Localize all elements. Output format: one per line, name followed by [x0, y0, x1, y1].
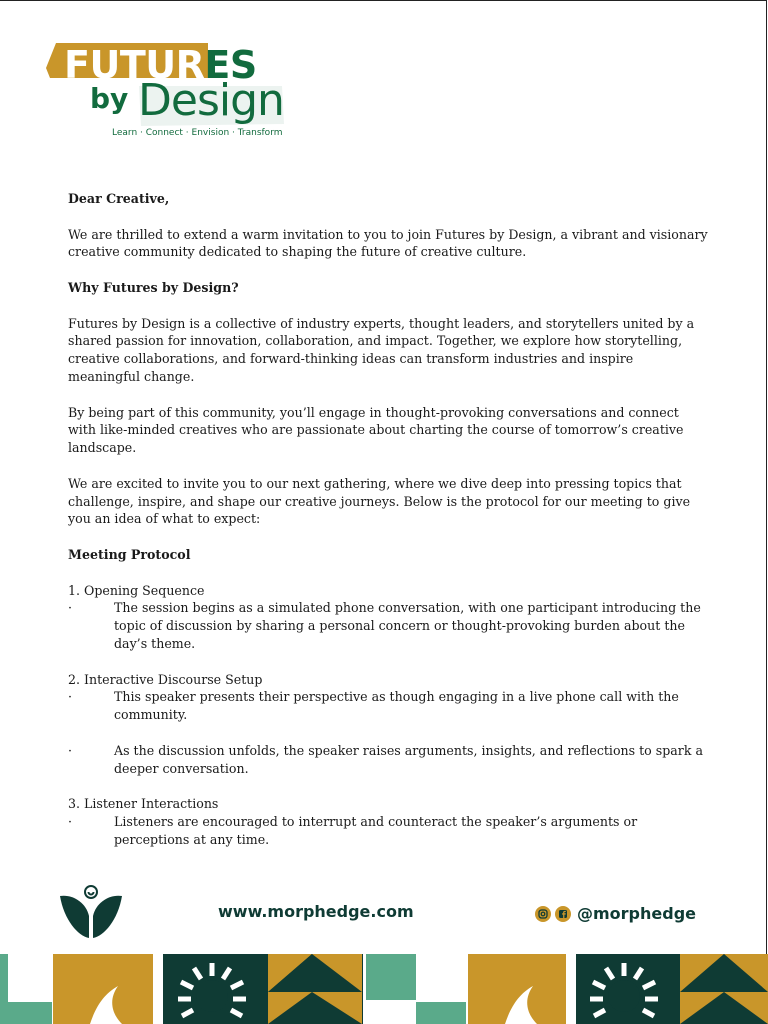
logo-tagline: Learn · Connect · Envision · Transform [112, 128, 283, 138]
logo-futures: FUTURES [64, 43, 257, 87]
community-paragraph: By being part of this community, you’ll engage in thought-provoking conversations and connect with like-minded creatives who are passionate about charting the course of tomorrow’s creative landscape. [68, 404, 684, 456]
bullet-marker: · [68, 689, 73, 705]
section-title: 3. Listener Interactions [68, 796, 219, 812]
intro-paragraph: We are thrilled to extend a warm invitation to you to join Futures by Design, a vibrant and visionary creative community dedicated to shaping the future of creative culture. [68, 226, 708, 260]
bullet-text: The session begins as a simulated phone conversation, with one participant introducing the topic of discussion by sharing a personal concern or thought-provoking burden about the day’s theme. [114, 600, 701, 651]
futures-by-design-logo [44, 40, 294, 140]
bullet-text: This speaker presents their perspective as though engaging in a live phone call with the community. [114, 689, 679, 723]
protocol-heading: Meeting Protocol [68, 546, 191, 562]
logo-design: Design [138, 75, 284, 126]
butterfly-logo-icon [58, 880, 124, 942]
list-item [68, 688, 708, 724]
list-item [68, 742, 708, 778]
section-title: 1. Opening Sequence [68, 582, 205, 598]
protocol-section-2 [68, 671, 708, 778]
footer-website[interactable]: www.morphedge.com [218, 902, 414, 921]
why-heading: Why Futures by Design? [68, 279, 239, 295]
bullet-text: As the discussion unfolds, the speaker raises arguments, insights, and reflections to spark a deeper conversation. [114, 742, 703, 776]
bullet-marker: · [68, 813, 73, 829]
bullet-marker: · [68, 742, 73, 758]
footer-handle[interactable]: @morphedge [577, 904, 697, 923]
protocol-section-3 [68, 795, 708, 848]
facebook-icon[interactable] [555, 906, 571, 922]
section-title: 2. Interactive Discourse Setup [68, 671, 263, 687]
letter-body [68, 190, 708, 848]
invite-paragraph: We are excited to invite you to our next gathering, where we dive deep into pressing topics that challenge, inspire, and shape our creative journeys. Below is the protocol for our meeting to give you an idea of what to expect: [68, 475, 691, 527]
instagram-icon[interactable] [535, 906, 551, 922]
decorative-pattern [0, 954, 768, 1024]
list-item [68, 599, 708, 652]
list-item [68, 813, 708, 849]
logo-by: by [90, 82, 129, 115]
greeting: Dear Creative, [68, 191, 170, 206]
footer-social [535, 904, 696, 923]
bullet-marker: · [68, 600, 73, 616]
bullet-text: Listeners are encouraged to interrupt and counteract the speaker’s arguments or perceptions at any time. [114, 813, 638, 847]
why-paragraph: Futures by Design is a collective of industry experts, thought leaders, and storytellers united by a shared passion for innovation, collaboration, and impact. Together, we explore how storytelling, creative collaborations, and forward-thinking ideas can transform industries and inspire meaningful change. [68, 315, 695, 384]
protocol-section-1 [68, 582, 708, 653]
